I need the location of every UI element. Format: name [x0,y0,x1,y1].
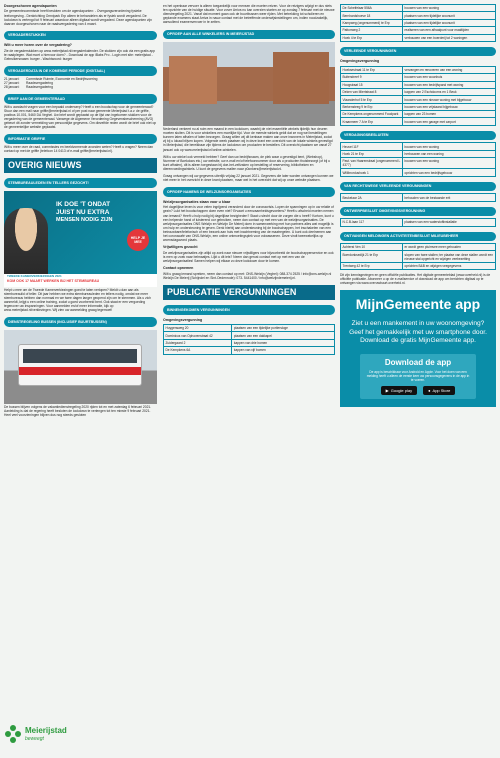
text-gegevens: Graag ontvangen wij uw gegevens uiterlijk vrijdag 22 januari 2021. Gegevens die later worden ontvangen kunnen we niet meer in het overzicht in deze krant plaatsen, maar wel in het overzicht dat wij op onze website plaatsen. [163,174,334,183]
table-row: Hoek 4 te Erp verbouwen van een boerderij tot 2 woningen [341,34,496,41]
logo-mark-icon [4,722,22,746]
table-row: Buitendreef 9 bouwen van een woonhuis [341,74,496,81]
bar-winkeliers: OPROEP AAN ALLE WINKELIERS IN MEIERIJSTAD [163,30,335,39]
table-row: Hoek 21 te Erp herbouwen van een woning [341,150,496,157]
poster-footer-title: TWEEDE KAMERVERKIEZINGEN 2021 [7,274,62,279]
heading-overig-nieuws: OVERIG NIEUWS [4,158,157,173]
app-title: MijnGemeente app [355,296,481,313]
poster-text-2: JUIST NU EXTRA [56,208,110,216]
text-brief: Wilt u aandacht vragen voor een bepaald onderwerp? Heeft u een boodschap voor de gemeenteraad? Stuur dan een mail naar griffie@meierijstad.nl of per post naar gemeente Meierijstad t.a.v. de griffie, postbus 10.001, 5460 DA Veghel. Uw brief wordt geplaatst op de lijst van ingekomen stukken voor de vergadering van de gemeenteraad. Vanwege de Algemene Verordening Gegevensbescherming (AVG) gebeurt dit zonder vermelding van persoonlijke gegevens. Om diezelfde reden wordt de brief ook niet op de gemeentelijke website geplaatst. [4,104,157,130]
table-row: Past. van Haarenstraat (ongenummerd L 4377) bouwen van een woning [341,158,496,169]
vergunningen-table [163,324,335,355]
table-row: Berkensteeg 9 te Erp bouwen van een vrijstaand bijgebouw [341,103,496,110]
text-dienstregeling: De bussen blijven volgens de vakantiedienstregeling 2020 rijden tot en met zaterdag 6 februari 2021. Aanleiding is dat de regering heeft besloten de lockdown te verlengen tot ten minste 9 februari 2021. Heel veel voorzieningen blijven dus nog steeds gesloten [4,404,152,417]
text-winkeliers: Nederland verkeert nu al ruim een maand in een lockdown, waarbij de niet essentiële winkels tijdelijk hun deuren moeten sluiten. Dit is voor winkeliers een moeilijke tijd. Voor de meeste winkels geldt dat ze nog wel bestellingen kunnen laten afhalen of laten bezorgen. Graag willen wij dit kenbaar maken aan onze inwoners in Meierijstad, zodat zij bij u lokaal blijven kopen. Volgende week plaatsen wij in deze krant een overzicht van de lokale winkels gevestigd in Meierijstad, die bereikbaar zijn tijdens de lockdown om producten te bestellen. Dit overzicht plaatsen we vanaf 27 januari ook op www.meierijstad.nl/online-winkelen. [163,127,333,152]
vergunningen-table-cont [340,4,496,42]
heading-agendapunten: Doorgeschoven agendapunten [4,4,57,8]
download-title: Download de app [384,357,452,367]
poster-footer [4,274,157,287]
table-row: Trentweg 42 te Erp oprichten B&B en wijzigen veegegevens [341,262,496,269]
text-vrijwilligers: De welzijnsorganisaties zijn altijd op zoek naar nieuwe vrijwilligers voor bijvoorbeeld de boodschappenservice en ook is men op zoek naar belmaatjes. Lijkt u dit iets? Neem dan gerust contact met op met een van de welzijnsorganisaties! Samen helpen wij elkaar zo deze lockdown door te komen. [163,250,334,263]
heading-welzijn: Welzijnsorganisaties staan voor u klaar [163,199,231,204]
agenda-item: 27 januari: Raadsvergadering [4,80,53,85]
poster-text-3: MENSEN NODIG ZIJN [56,216,113,223]
bar-meldingen: ONTVANGEN MELDINGEN ACTIVITEITENBESLUIT MILIEUBEHEER [340,232,496,241]
bar-verdagingsbesluiten: VERDAGINGSBESLUITEN [340,131,496,140]
stembureau-poster [4,191,157,287]
google-play-button[interactable]: ▶ Google play [381,386,417,395]
heading-omgevingsvergunning: Omgevingsvergunning [163,317,203,322]
poster-text-1: IK DOE 'T ONDAT [56,200,111,208]
verleende-table [340,66,496,126]
table-row: Hoogstraat 15 bouwen van een bedrijfspand met woning [341,81,496,88]
text-winkel-vermelden: Wilt u uw winkel ook vermeld hebben? Geef dan uw bedrijfsnaam, de plek waar u gevestigd bent, (Webshop), Nummer of Boekdoos etc.) uw website, uw e-mail en/of telefoonnummer door als u producten thuisbezorgt (of bij u kunt afhalen), dit is alleen toegestaan bij doe-het-zelfzaken op bestelling of reservering, bibliotheken en dierenvoedingwinkels. U kunt de gegevens mailen naar p0onkers@meierijstad.nl. [163,154,330,172]
text-stembureau: Helpt u mee om de Tweede Kamerverkiezingen goed te laten verlopen? Meldt u dan aan als stembureaulid of teller. Dit jaar hebben we extra stembureauleden en tellers nodig, omdat we meer stembureaus hebben dan normaal en we twee dagen langer geopend zijn om te stemmen. Als u zich aanmeldt, krijgt u een online training, zodat u goed voorbereid bent. Ook staat er een vergoeding tegenover uw inspanningen. Voor aanmelden en/of meer informatie, kijk op www.meierijstad.nl/verkiezingen. Wij zien uw aanmelding graag tegemoet! [4,287,151,313]
building-left [169,56,217,104]
table-row: De Scheifelaar 556A bouwen van een woning [341,5,496,12]
bar-brief: BRIEF AAN DE GEMEENTERAAD [4,94,157,103]
table-row: N.C.B-laan 117 plaatsen van een waterstoftinstallatie [341,219,496,226]
table-row: Kraanmeer 7 A te Erp bouwen van een garage met carport [341,118,496,125]
bar-rechtswege: VAN RECHTSWEGE VERLEENDE VERGUNNINGEN [340,182,496,191]
meldingen-table [340,243,496,270]
app-text: Ziet u een mankement in uw woonomgeving? Geef het gemakkelijk met uw smartphone door. Download de gratis MijnGemeente app. [349,319,487,345]
poster-person [4,208,48,274]
bar-dienstregeling: DIENSTREGELING BUSSEN (INCLUSIEF BUURTBUSSEN) [4,317,157,326]
text-vergaderstukken: Zie de vergaderstukken op www.meierijstad.nl/vergaderkalender. De stukken zijn ook via een gratis app te raadplegen. Wat moet u hiervoor doen? - Download de app iBabs Pro - Login met site: meierijstad - Gebruikersnaam: burger - Wachtwoord: burger [4,48,156,62]
download-text: De app is beschikbaar voor Android en Apple. Voor het doen van een melding heeft u alleen de eerste keer uw persoonsgegevens in de app in te voeren. [366,369,470,382]
table-row: Vlaanderhof 5 te Erp bouwen van een nieuwe woning met bijgebouw [341,96,496,103]
meierijstad-logo [4,722,67,746]
table-row: Dominicus van Ophovenstraat 42 plaatsen van een dakkapel [164,332,335,339]
shopping-street-photo [163,42,335,126]
column-middle [163,4,335,355]
heading-publicatie-vergunningen: PUBLICATIE VERGUNNINGEN [163,285,335,300]
text-arriva: en het openbaar vervoer is alleen toegankelijk voor mensen die moeten reizen. Voor de reizigers wijzigt er dus niets ten opzichte van de huidige situatie. Voor zover Arriva nu kan overzien starten ze op zondag 7 februari met de nieuwe dienstregeling 2021. Vanaf dat moment gaan ook de buurtbussen weer rijden. Met betrekking tot scholieren en geplande examens staat Arriva in nauw contact met de betreffende onderwijsinstellingen om, indien noodzakelijk, aanvullend examenvervoer in te zetten. [163,4,335,25]
text-kennisgevingen: Dit zijn kennisgevingen en geen officiële publicaties. Het digitale gemeenteblad (www.overheid.nl) is de officiële publicatie. Abonneer u op de e-mailservice of download de app om berichten digitaal op te ontvangen via www.overuwbuurt.overheid.nl. [340,273,491,286]
heading-vergadering: Wilt u meer horen over de vergadering? [4,43,72,48]
ontwerpbesluit-table [340,218,496,226]
heading-vrijwilligers: Vrijwilligers gezocht [163,245,198,250]
text-welzijn: Het dagelijkse leven is voor velen ingrijpend veranderd door de coronacrisis. Lopen de spanningen op in uw relatie of gezin? Lukt het boodschappen doen even niet? Ervaart u eenzaamheidsgevoelens? Heeft u afscheid moeten nemen van iemand? Heeft u hulp nodig bij dagelijkse bezigheden? Staat u slecht door de zorgen die u heeft? Kortom, kunt u een helpende hand of luisterend oor gebruiken, neem dan contact op met een van de welzijnsorganisaties. De welzijnsorganisaties ONS Welzijn en Welzijn De Meierij doen in samenwerking met hun partners alles wat mogelijk is om hulp en ondersteuning te geven. Denk hierbij aan ondersteuning bij de boodschappen, het inschakelen van een betrouwbare/telefonisch of een bezoek aan huis met inachtneming van de maatregelen. U kunt ook deelnemen aan het coronacafé van ONS-Welzijn, een online ontmoetingsplek voor volwassenen. Deze vindt tweewekelijks op woensdagavond plaats. [163,205,334,243]
poster-footer-text: KOM OOK 17 MAART WERKEN BIJ HET STEMBUREAU [7,278,100,283]
bar-verleende: VERLEENDE VERGUNNINGEN [340,47,496,56]
mijngemeente-app-ad [340,290,496,406]
table-row: Hoeksestraat 11 te Erp vervangen en renoveren van een woning [341,66,496,73]
download-box [360,354,476,399]
bar-ontwerpbesluit: ONTWERPBESLUIT OMGEVINGSVERGUNNING [340,207,496,216]
text-contact: Wilt u graag iemand spreken, neem dan contact op met: ONS-Welzijn (Veghel): 088-374 2525 / info@ons-welzijn.nl Welzijn De Meierij (Schijndel en Sint-Oedenrode): 073- 5441400 / info@welzijndemeierij.nl. [163,271,332,280]
bar-vergaderdata: VERGADERDATA IN DE KOMENDE PERIODE (DIGITAAL) [4,66,157,75]
heading-contact: Contact opnemen [163,266,194,271]
bus-body [18,344,142,386]
rechtswege-table [340,193,496,201]
bus-windows [23,349,137,363]
table-row: Boerdonksedijk 21 te Erp slopen van twee stallen; ter plaatse van deze stallen wordt een nieuwe stal opgericht en wijzigen veebezetting [341,251,496,262]
logo-wordmark: Meierijstad beweegt [25,725,67,742]
bar-welzijn: OPROEP NAMENS DE WELZIJNSORGANISATIES [163,187,335,196]
poster-help-badge: HELP JE MEE [127,229,149,251]
table-row: De Kempkens ongenummerd Foodpark kappen van 23 bomen [341,111,496,118]
column-right [340,4,496,407]
agenda-item: 28 januari: Raadsvergadering [4,84,53,89]
bus-photo [4,330,157,404]
table-row: Pattonweg 2 realiseren van een afhaalpunt voor maaltijden [341,27,496,34]
table-row: Willibrordushoek 1 oprichten van een bedrijfsgebouw [341,169,496,176]
store-badges [366,386,470,395]
table-row: Beukelaar 2A behouden van de bestaande erit [341,194,496,201]
apple-icon: ● [428,387,431,393]
column-left [4,4,157,417]
table-row: Huygensweg 20 plaatsen van een tijdelijke portiersloge [164,325,335,332]
text-agendapunten: De gemeentecommissie heeft besloten om de agendapunten: - Overgangsverordening fysieke leefomgeving - Denkrichting Omnipark Erp alleen te behandelen als er fysiek wordt vergaderd. De lockdown is verlengd tot 9 februari waardoor alleen digitaal wordt vergaderd. Deze agendapunten zijn daarom doorgeschoven naar de raadsvergadering van 4 maart. [4,9,152,26]
heading-omgevingsvergunning-2: Omgevingsvergunning [340,59,380,64]
table-row: Deken van Miertstraat 8 kappen van 2 Eschdoorns en 1 Beuk [341,88,496,95]
table-row: Bernhardshoeve 18 plaatsen van een tijdelijke woonunit [341,12,496,19]
table-row: Zuidergaard 2 kappen van drie bomen [164,339,335,346]
bar-vergaderstukken: VERGADERSTUKKEN [4,31,157,40]
bus-stripe [19,367,141,375]
bar-griffie: INFORMATIE GRIFFIE [4,134,157,143]
table-row: Kampweg (ongenummerd) te Erp plaatsen van een tijdelijke woonunit [341,19,496,26]
building-right [273,52,329,104]
bar-binnengekomen: BINNENGEKOMEN VERGUNNINGEN [163,305,335,314]
bar-stembureau: STEMBUREAULEDEN EN TELLERS GEZOCHT! [4,178,157,187]
agenda-item: 21 januari: Commissie Ruimte, Economie en Bedrijfsvoering [4,76,98,81]
agenda-list [4,77,157,89]
table-row: Heuvel 11F bouwen van een woning [341,143,496,150]
text-griffie: Wilt u meer over de raad, commissies en beeldvormende avonden weten? Heeft u vragen? Neem dan contact op met de griffie (telefoon 14 0413 of e-mail griffie@meierijstad.nl). [4,144,153,153]
app-store-button[interactable]: ● App Store [423,386,455,395]
play-icon: ▶ [385,387,389,393]
table-row: De Kempkens 6A kappen van vijf bomen [164,347,335,354]
verdaging-table [340,142,496,177]
table-row: Achterst Ven 10 er wordt geen pluimvee meer gehouden [341,244,496,251]
